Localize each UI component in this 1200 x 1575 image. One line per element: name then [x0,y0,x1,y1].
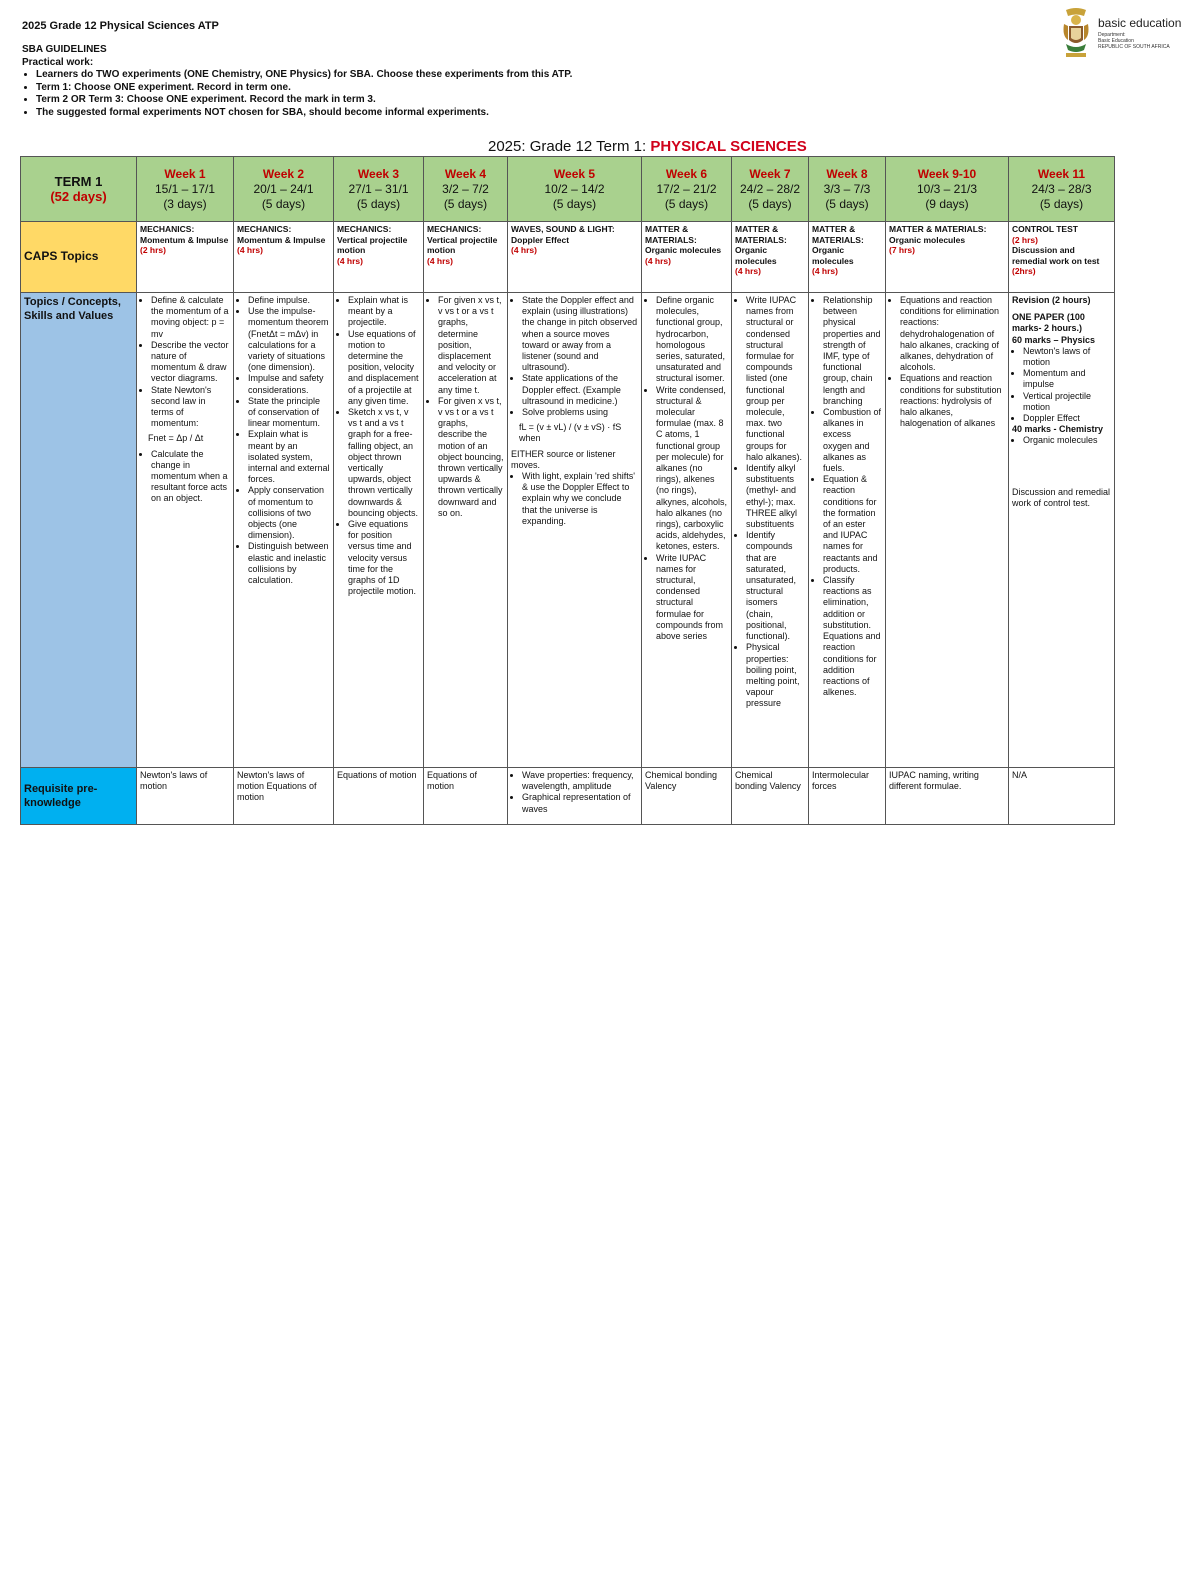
concepts-cell [137,293,234,768]
concept-item: • Wave properties: frequency, wavelength, amplitude [522,770,638,792]
week-days: (5 days) [356,196,401,211]
concept-item: • Relationship between physical properties and strength of IMF, type of functional group, chain length and branching [823,295,882,407]
week-header [642,157,732,222]
week-header [424,157,508,222]
prereq-cell: Newton's laws of motion [137,768,234,825]
week-days: (5 days) [443,196,488,211]
week-dates: 10/2 – 14/2 [544,181,605,196]
concept-item: • Physical properties: boiling point, melting point, vapour pressure [746,642,805,709]
concept-list [889,295,1005,429]
caps-topic-name: MATTER & MATERIALS: Organic molecules [735,224,787,266]
prereq-cell: Intermolecular forces [809,768,886,825]
prereq-cell: N/A [1009,768,1115,825]
week-name: Week 1 [164,166,206,181]
concept-item: • Sketch x vs t, v vs t and a vs t graph for a free-falling object, an object thrown vertically upwards, object thrown vertically downwards & bouncing objects. [348,407,420,519]
concept-list [140,295,230,429]
caps-topic-name: MECHANICS: Momentum & Impulse [140,224,229,245]
caps-hours: (4 hrs) [812,266,838,276]
caps-topic [642,222,732,293]
week-header [809,157,886,222]
caps-hours: (4 hrs) [511,245,537,255]
week-name: Week 5 [553,166,596,181]
week-days: (5 days) [748,196,792,211]
prereq-cell: Equations of motion [424,768,508,825]
week-name: Week 3 [357,166,400,181]
concept-list [337,295,420,597]
paper-note: ONE PAPER (100 marks- 2 hours.) [1012,312,1085,334]
caps-topic [424,222,508,293]
concept-list [1012,435,1111,446]
chemistry-marks: 40 marks - Chemistry [1012,424,1104,435]
sba-subheading: Practical work: [22,56,94,68]
caps-topic-name: MATTER & MATERIALS: Organic molecules [889,224,987,245]
week-name: Week 8 [826,166,868,181]
prereq-cell [508,768,642,825]
concept-item: • Classify reactions as elimination, addition or substitution. Equations and reaction conditions for addition reactions of alkenes. [823,575,882,698]
concept-item: • Identify compounds that are saturated, unsaturated, structural isomers (chain, positional, functional). [746,530,805,642]
concept-item: • For given x vs t, v vs t or a vs t graphs, describe the motion of an object bouncing, thrown vertically upwards & thrown vertically downward and so on. [438,396,504,519]
caps-topic-name: MECHANICS: Momentum & Impulse [237,224,326,245]
logo-subtext: Department: Basic Education REPUBLIC OF SOUTH AFRICA [1098,32,1170,50]
concept-item: • Give equations for position versus time and velocity versus time for the graphs of 1D projectile motion. [348,519,420,597]
concept-item: • Impulse and safety considerations. [248,373,330,395]
caps-hours-2: (2hrs) [1012,266,1036,276]
concept-list [645,295,728,642]
sba-guidelines [22,44,572,119]
caps-hours: (4 hrs) [427,255,453,266]
caps-topic [732,222,809,293]
caps-topic [137,222,234,293]
week-header [1009,157,1115,222]
concepts-cell [424,293,508,768]
sba-item: • Term 2 OR Term 3: Choose ONE experiment. Record the mark in term 3. [36,94,572,107]
week-days: (5 days) [1039,196,1084,211]
prereq-cell: Newton's laws of motion Equations of motion [234,768,334,825]
concepts-cell [508,293,642,768]
concept-item: • Newton's laws of motion [1023,346,1111,368]
caps-topic [334,222,424,293]
prereq-row [21,768,1115,825]
concept-item: • Momentum and impulse [1023,368,1111,390]
coat-of-arms-icon [1060,6,1092,60]
caps-topic-name: WAVES, SOUND & LIGHT: Doppler Effect [511,224,615,245]
formula: fL = (v ± vL) / (v ± vS) · fS when [519,422,622,444]
prereq-cell: IUPAC naming, writing different formulae. [886,768,1009,825]
sba-item: • Learners do TWO experiments (ONE Chemistry, ONE Physics) for SBA. Choose these experiments from this ATP. [36,69,572,82]
concepts-cell [886,293,1009,768]
week-dates: 3/3 – 7/3 [823,181,871,196]
concept-item: • Write IUPAC names from structural or condensed structural formulae for compounds listed (one functional group per molecule, max. two functional groups for halo alkanes). [746,295,805,463]
concept-list [1012,346,1111,424]
concept-item: • Write IUPAC names for structural, condensed structural formulae for compounds from above series [656,553,728,643]
week-dates: 20/1 – 24/1 [253,181,314,196]
week-days: (5 days) [261,196,306,211]
logo-wordmark: basic education [1098,16,1182,30]
week-name: Week 7 [749,166,791,181]
concepts-cell [334,293,424,768]
formula: Fnet = Δp / Δt [148,433,204,444]
week-days: (5 days) [664,196,709,211]
concept-item: • Graphical representation of waves [522,792,638,814]
week-header [732,157,809,222]
prereq-cell: Chemical bonding Valency [732,768,809,825]
caps-topic [886,222,1009,293]
week-dates: 3/2 – 7/2 [442,181,489,196]
caps-hours: (4 hrs) [337,255,363,266]
week-name: Week 2 [262,166,305,181]
concept-item: • Define impulse. [248,295,330,306]
concept-list [427,295,504,519]
caps-hours: (2 hrs) [140,245,166,255]
concept-item: • Distinguish between elastic and inelastic collisions by calculation. [248,541,330,586]
week-days: (9 days) [925,196,969,211]
caps-extra: Discussion and remedial work on test [1012,245,1100,266]
concept-list [735,295,805,710]
concepts-cell [1009,293,1115,768]
sba-item: • The suggested formal experiments NOT chosen for SBA, should become informal experiments. [36,107,572,120]
caps-hours: (7 hrs) [889,245,915,255]
caps-label: CAPS Topics [21,222,137,293]
concept-list [812,295,882,698]
caps-topic [234,222,334,293]
concept-item: • State the principle of conservation of linear momentum. [248,396,330,430]
concept-item: • Combustion of alkanes in excess oxygen and alkanes as fuels. [823,407,882,474]
concept-item: • Define organic molecules, functional group, hydrocarbon, homologous series, saturated, unsaturated and structural isomer. [656,295,728,385]
week-header [234,157,334,222]
caps-topic [1009,222,1115,293]
caps-topic-name: MECHANICS: Vertical projectile motion [427,224,498,255]
sba-list [22,69,572,119]
concept-item: • For given x vs t, v vs t or a vs t graphs, determine position, displacement and velocity or acceleration at any time t. [438,295,504,396]
week-name: Week 6 [665,166,708,181]
week-header [886,157,1009,222]
concepts-cell [809,293,886,768]
week-days: (3 days) [163,196,207,211]
week-name: Week 4 [444,166,487,181]
week-header [334,157,424,222]
week-dates: 27/1 – 31/1 [348,181,409,196]
term-cell: TERM 1 (52 days) [21,157,137,222]
caps-row [21,222,1115,293]
physics-marks: 60 marks – Physics [1012,334,1096,345]
sba-item: • Term 1: Choose ONE experiment. Record in term one. [36,82,572,95]
document-title: 2025 Grade 12 Physical Sciences ATP [22,20,219,32]
concept-item: • Organic molecules [1023,435,1111,446]
concept-item: • Apply conservation of momentum to collisions of two objects (one dimension). [248,485,330,541]
concepts-cell [642,293,732,768]
week-dates: 17/2 – 21/2 [656,181,717,196]
caps-topic-name: MECHANICS: Vertical projectile motion [337,224,408,255]
week-days: (5 days) [552,196,597,211]
concept-item: • State the Doppler effect and explain (using illustrations) the change in pitch observed when a source moves toward or away from a listener (sound and ultrasound). [522,295,638,373]
caps-hours: (2 hrs) [1012,234,1038,245]
caps-hours: (4 hrs) [237,245,263,255]
prereq-label: Requisite pre-knowledge [21,768,137,825]
week-dates: 24/2 – 28/2 [739,181,801,196]
topics-label: Topics / Concepts, Skills and Values [21,293,137,768]
caps-topic-name: MATTER & MATERIALS: Organic molecules [645,224,722,255]
concept-item: • Identify alkyl substituents (methyl- and ethyl-); max. THREE alkyl substituents [746,463,805,530]
week-dates: 24/3 – 28/3 [1031,181,1092,196]
topics-row [21,293,1115,768]
week-dates: 15/1 – 17/1 [154,181,216,196]
atp-table [20,156,1115,825]
concept-list [140,449,230,505]
concepts-cell [234,293,334,768]
concept-item: • State Newton's second law in terms of momentum: [151,385,230,430]
concept-item: • Write condensed, structural & molecular formulae (max. 8 C atoms, 1 functional group per molecule) for alkanes (no rings), alkenes (no rings), alkynes, alcohols, halo alkanes (no rings), carboxylic acids, aldehydes, ketones, esters. [656,385,728,553]
concept-item: • State applications of the Doppler effect. (Example ultrasound in medicine.) [522,373,638,407]
concept-item: • Use equations of motion to determine the position, velocity and displacement of a projectile at any given time. [348,329,420,407]
concept-item: • Explain what is meant by a projectile. [348,295,420,329]
caps-topic-name: CONTROL TEST [1012,224,1078,234]
concept-item: • Explain what is meant by an isolated system, internal and external forces. [248,429,330,485]
week-header [508,157,642,222]
concept-item: • With light, explain 'red shifts' & use the Doppler Effect to explain why we conclude that the universe is expanding. [522,471,638,527]
revision-note: Revision (2 hours) [1012,295,1091,305]
discussion-note: Discussion and remedial work of control test. [1012,486,1111,508]
week-dates: 10/3 – 21/3 [916,181,978,196]
concept-item: • Vertical projectile motion [1023,391,1111,413]
concept-list [237,295,330,586]
concept-item: • Equation & reaction conditions for the formation of an ester and IUPAC names for reactants and products. [823,474,882,575]
caps-topic [508,222,642,293]
week-name: Week 9-10 [917,166,977,181]
week-name: Week 11 [1037,166,1086,181]
header-row [21,157,1115,222]
department-logo [1058,4,1186,62]
formula-note: EITHER source or listener moves. [511,448,616,470]
concept-item: • Doppler Effect [1023,413,1111,424]
concept-item: • Use the impulse-momentum theorem (FnetΔt = mΔv) in calculations for a variety of situations (one dimension). [248,306,330,373]
concept-list [511,471,638,527]
concept-item: • Describe the vector nature of momentum & draw vector diagrams. [151,340,230,385]
concept-list [511,295,638,418]
table-title: 2025: Grade 12 Term 1: PHYSICAL SCIENCES [488,138,807,155]
week-header [137,157,234,222]
concepts-cell [732,293,809,768]
prereq-cell: Equations of motion [334,768,424,825]
caps-topic-name: MATTER & MATERIALS: Organic molecules [812,224,864,266]
week-days: (5 days) [825,196,869,211]
sba-heading: SBA GUIDELINES [22,44,107,55]
concept-item: • Calculate the change in momentum when a resultant force acts on an object. [151,449,230,505]
concept-item: • Equations and reaction conditions for elimination reactions: dehydrohalogenation of halo alkanes, cracking of alkanes, dehydration of alcohols. [900,295,1005,373]
caps-topic [809,222,886,293]
prereq-cell: Chemical bonding Valency [642,768,732,825]
concept-item: • Solve problems using [522,407,638,418]
caps-hours: (4 hrs) [645,255,671,266]
concept-list [511,770,638,815]
concept-item: • Define & calculate the momentum of a moving object: p = mv [151,295,230,340]
concept-item: • Equations and reaction conditions for substitution reactions: hydrolysis of halo alkanes, halogenation of alkanes [900,373,1005,429]
caps-hours: (4 hrs) [735,266,761,276]
